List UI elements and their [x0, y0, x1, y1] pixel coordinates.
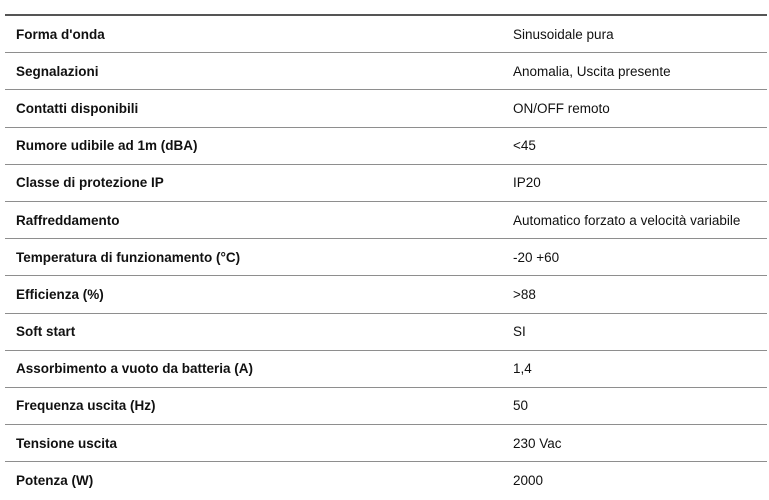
spec-value: <45 [513, 127, 767, 164]
spec-row [5, 313, 767, 350]
spec-value: Anomalia, Uscita presente [513, 53, 767, 90]
spec-row [5, 15, 767, 53]
spec-label: Efficienza (%) [5, 276, 513, 313]
spec-row [5, 90, 767, 127]
spec-value: IP20 [513, 164, 767, 201]
spec-row [5, 127, 767, 164]
spec-label: Rumore udibile ad 1m (dBA) [5, 127, 513, 164]
spec-value: Automatico forzato a velocità variabile [513, 201, 767, 238]
spec-label: Assorbimento a vuoto da batteria (A) [5, 350, 513, 387]
spec-value: ON/OFF remoto [513, 90, 767, 127]
spec-label: Segnalazioni [5, 53, 513, 90]
spec-row [5, 239, 767, 276]
spec-row [5, 462, 767, 499]
spec-table [5, 14, 767, 498]
spec-value: -20 +60 [513, 239, 767, 276]
spec-table-body [5, 15, 767, 498]
spec-row [5, 350, 767, 387]
spec-label: Frequenza uscita (Hz) [5, 387, 513, 424]
spec-label: Contatti disponibili [5, 90, 513, 127]
spec-row [5, 276, 767, 313]
spec-label: Classe di protezione IP [5, 164, 513, 201]
spec-label: Potenza (W) [5, 462, 513, 499]
spec-value: 2000 [513, 462, 767, 499]
spec-row [5, 201, 767, 238]
spec-label: Temperatura di funzionamento (°C) [5, 239, 513, 276]
spec-value: 230 Vac [513, 425, 767, 462]
spec-label: Forma d'onda [5, 15, 513, 53]
spec-value: SI [513, 313, 767, 350]
spec-value: >88 [513, 276, 767, 313]
spec-row [5, 425, 767, 462]
spec-label: Tensione uscita [5, 425, 513, 462]
spec-value: 1,4 [513, 350, 767, 387]
spec-row [5, 53, 767, 90]
spec-row [5, 164, 767, 201]
spec-row [5, 387, 767, 424]
spec-value: Sinusoidale pura [513, 15, 767, 53]
spec-label: Raffreddamento [5, 201, 513, 238]
spec-value: 50 [513, 387, 767, 424]
spec-label: Soft start [5, 313, 513, 350]
